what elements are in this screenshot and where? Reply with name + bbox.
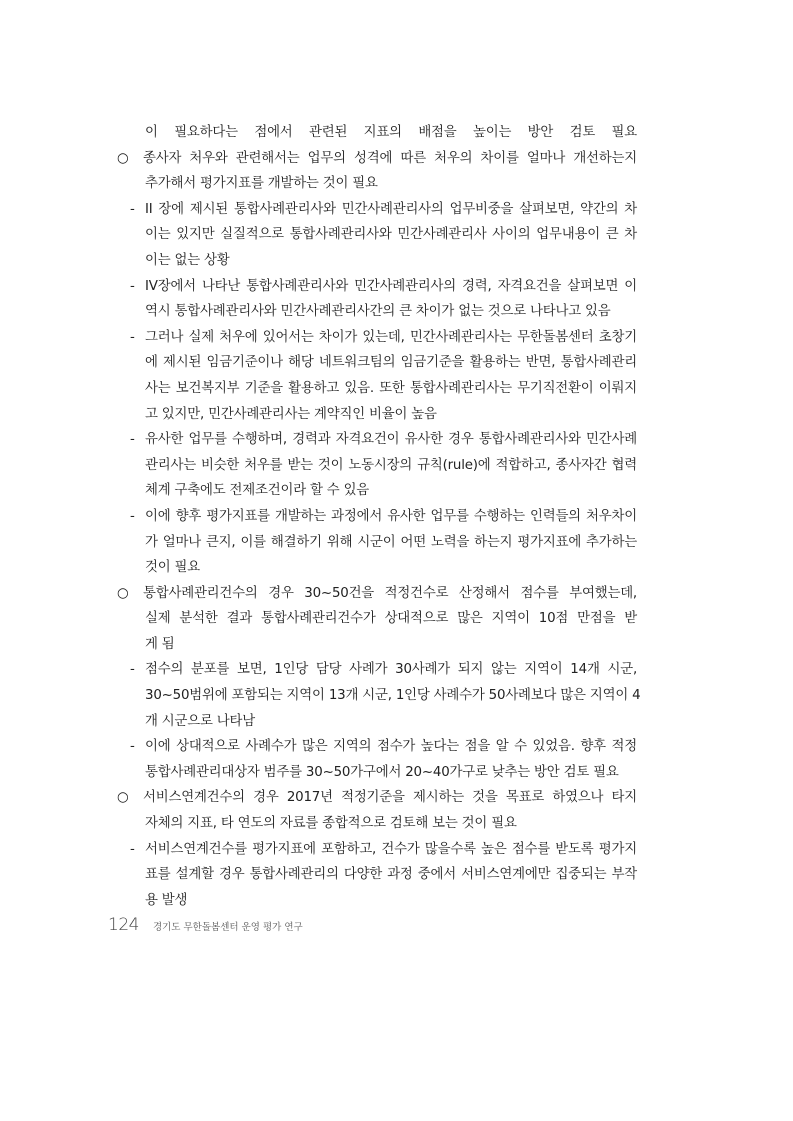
- dash-bullet-icon: -: [130, 662, 135, 678]
- text-line: [0, 530, 793, 556]
- text-line: [0, 581, 793, 607]
- continuation-text: 게 됨: [145, 636, 175, 652]
- dash-bullet-icon: -: [130, 841, 135, 857]
- continuation-text: 표를 설계할 경우 통합사례관리의 다양한 과정 중에서 서비스연계에만 집중되는 부작: [145, 867, 637, 883]
- page-number: 124: [108, 915, 139, 935]
- sub-bullet-text: IV장에서 나타난 통합사례관리사와 민간사례관리사의 경력, 자격요건을 살펴보면 이: [145, 278, 637, 294]
- text-line: [0, 632, 793, 658]
- text-line: [0, 427, 793, 453]
- dash-bullet-icon: -: [130, 201, 135, 217]
- text-line: [0, 146, 793, 172]
- dash-bullet-icon: -: [130, 432, 135, 448]
- text-line: [0, 760, 793, 786]
- running-title: 경기도 무한돌봄센터 운영 평가 연구: [152, 922, 303, 933]
- text-line: [0, 171, 793, 197]
- text-line: [0, 402, 793, 428]
- text-line: [0, 555, 793, 581]
- text-line: [0, 862, 793, 888]
- bullet-text: 통합사례관리건수의 경우 30~50건을 적정건수로 산정해서 점수를 부여했는데,: [143, 585, 637, 601]
- sub-bullet-text: II 장에 제시된 통합사례관리사와 민간사례관리사의 업무비중을 살펴보면, 약간의 차: [145, 201, 637, 217]
- sub-bullet-text: 점수의 분포를 보면, 1인당 담당 사례가 30사례가 되지 않는 지역이 14개 시군,: [145, 662, 637, 678]
- circle-bullet-icon: ○: [117, 150, 129, 166]
- continuation-text: 개 시군으로 나타남: [145, 713, 255, 729]
- sub-bullet-text: 이에 상대적으로 사례수가 많은 지역의 점수가 높다는 점을 알 수 있었음. 향후 적정: [145, 739, 637, 755]
- bullet-text: 종사자 처우와 관련해서는 업무의 성격에 따른 처우의 차이를 얼마나 개선하는지: [143, 150, 637, 166]
- text-line: [0, 478, 793, 504]
- document-body: [0, 120, 793, 913]
- text-line: [0, 248, 793, 274]
- text-line: [0, 504, 793, 530]
- continuation-text: 가 얼마나 큰지, 이를 해결하기 위해 시군이 어떤 노력을 하는지 평가지표에 추가하는: [145, 534, 637, 550]
- dash-bullet-icon: -: [130, 739, 135, 755]
- text-line: [0, 120, 793, 146]
- text-line: [0, 734, 793, 760]
- continuation-text: 사는 보건복지부 기준을 활용하고 있음. 또한 통합사례관리사는 무기직전환이 이뤄지: [145, 380, 637, 396]
- text-line: [0, 811, 793, 837]
- text-line: [0, 683, 793, 709]
- sub-bullet-text: 이에 향후 평가지표를 개발하는 과정에서 유사한 업무를 수행하는 인력들의 처우차이: [145, 508, 637, 524]
- continuation-text: 이는 없는 상황: [145, 252, 230, 268]
- continuation-text: 이 필요하다는 점에서 관련된 지표의 배점을 높이는 방안 검토 필요: [145, 125, 637, 140]
- circle-bullet-icon: ○: [117, 790, 129, 806]
- text-line: [0, 197, 793, 223]
- continuation-text: 체계 구축에도 전제조건이라 할 수 있음: [145, 483, 370, 499]
- continuation-text: 실제 분석한 결과 통합사례관리건수가 상대적으로 많은 지역이 10점 만점을 받: [145, 611, 637, 627]
- continuation-text: 추가해서 평가지표를 개발하는 것이 필요: [145, 176, 378, 192]
- sub-bullet-text: 유사한 업무를 수행하며, 경력과 자격요건이 유사한 경우 통합사례관리사와 민간사례: [145, 432, 637, 448]
- text-line: [0, 453, 793, 479]
- sub-bullet-text: 그러나 실제 처우에 있어서는 차이가 있는데, 민간사례관리사는 무한돌봄센터 초창기: [145, 329, 637, 345]
- text-line: [0, 325, 793, 351]
- text-line: [0, 785, 793, 811]
- continuation-text: 자체의 지표, 타 연도의 자료를 종합적으로 검토해 보는 것이 필요: [145, 816, 517, 832]
- continuation-text: 관리사는 비슷한 처우를 받는 것이 노동시장의 규칙(rule)에 적합하고, 종사자간 협력: [145, 457, 637, 473]
- continuation-text: 역시 통합사례관리사와 민간사례관리사간의 큰 차이가 없는 것으로 나타나고 있음: [145, 304, 611, 320]
- sub-bullet-text: 서비스연계건수를 평가지표에 포함하고, 건수가 많을수록 높은 점수를 받도록 평가지: [145, 841, 637, 857]
- text-line: [0, 299, 793, 325]
- text-line: [0, 274, 793, 300]
- continuation-text: 에 제시된 임금기준이나 해당 네트워크팀의 임금기준을 활용하는 반면, 통합사례관리: [145, 355, 637, 371]
- continuation-text: 이는 있지만 실질적으로 통합사례관리사와 민간사례관리사 사이의 업무내용이 큰 차: [145, 227, 637, 243]
- text-line: [0, 376, 793, 402]
- dash-bullet-icon: -: [130, 329, 135, 345]
- text-line: [0, 606, 793, 632]
- bullet-text: 서비스연계건수의 경우 2017년 적정기준을 제시하는 것을 목표로 하였으나 타지: [143, 790, 637, 806]
- text-line: [0, 888, 793, 914]
- text-line: [0, 657, 793, 683]
- text-line: [0, 837, 793, 863]
- continuation-text: 통합사례관리대상자 범주를 30~50가구에서 20~40가구로 낮추는 방안 검토 필요: [145, 764, 619, 780]
- text-line: [0, 222, 793, 248]
- text-line: [0, 350, 793, 376]
- continuation-text: 것이 필요: [145, 560, 200, 576]
- dash-bullet-icon: -: [130, 508, 135, 524]
- continuation-text: 용 발생: [145, 892, 188, 908]
- dash-bullet-icon: -: [130, 278, 135, 294]
- circle-bullet-icon: ○: [117, 585, 129, 601]
- text-line: [0, 709, 793, 735]
- continuation-text: 30~50범위에 포함되는 지역이 13개 시군, 1인당 사례수가 50사례보다 많은 지역이 4: [145, 688, 641, 704]
- page-footer: [108, 915, 303, 943]
- continuation-text: 고 있지만, 민간사례관리사는 계약직인 비율이 높음: [145, 406, 437, 422]
